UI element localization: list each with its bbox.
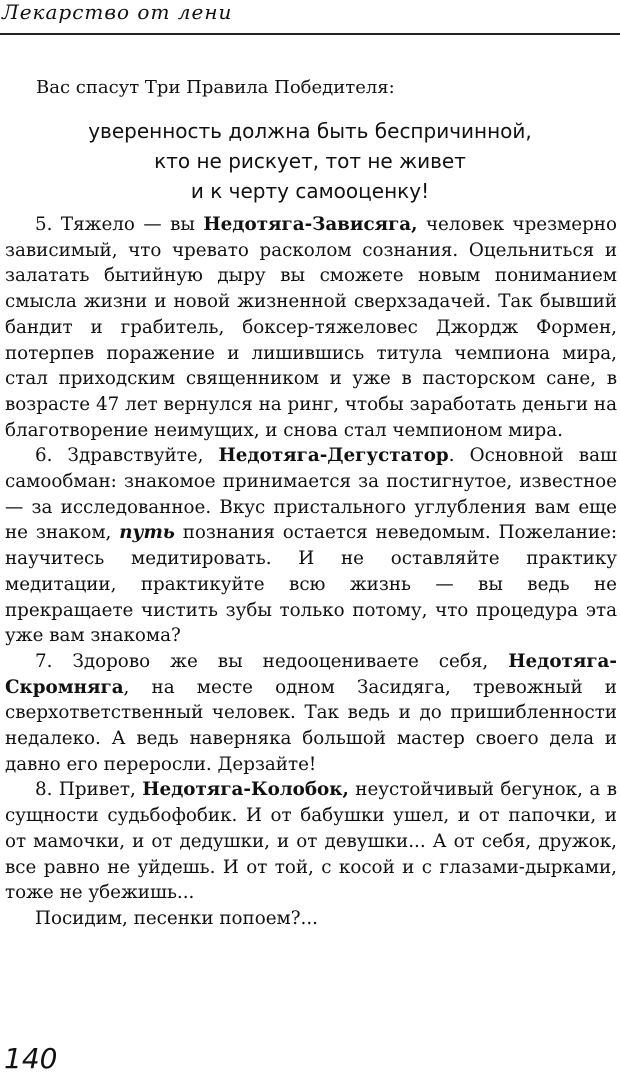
emphasis-word: путь (119, 522, 175, 544)
text-run: человек чрезмерно зависимый, что чревато расколом сознания. Оцельниться и залатать бытийную дыру вы сможете новым пониманием смысла жизни и новой жизненной сверхзадачей. Так бывший бандит и грабитель, боксер-тяжеловес Джордж Формен, потерпев поражение и лишившись титула чемпиона мира, стал приходским священником и уже в пасторском сане, в возрасте 47 лет вернулся на ринг, чтобы заработать деньги на благотворение неимущих, и снова стал чемпионом мира. (5, 214, 617, 441)
text-run: , на месте одном Засидяга, тревожный и сверхответственный человек. Так ведь и до пришибленности недалеко. А ведь наверняка большой мастер своего дела и давно его переросли. Дерзайте! (5, 676, 617, 775)
body-text (5, 212, 617, 932)
text-run: 7. Здорово же вы недооцениваете себя, (35, 650, 509, 672)
type-name: Недотяга-Зависяга, (203, 214, 418, 235)
paragraph-9: Посидим, песенки попоем?... (35, 907, 318, 929)
paragraph-5 (5, 212, 617, 443)
text-run: 8. Привет, (35, 779, 143, 801)
text-run: . Основной ваш самообман: знакомое принимается за постигнутое, известное — за исследованное. Вкус пристального углубления вам еще не знаком, (5, 445, 617, 544)
type-name: Недотяга-Колобок, (142, 779, 349, 801)
rule-line: уверенность должна быть беспричинной, (88, 119, 532, 143)
type-name: Недотяга-Скромняга (5, 650, 617, 698)
page-number: 140 (4, 1042, 58, 1075)
text-run: 5. Тяжело — вы (35, 214, 204, 235)
rule-line: и к черту самооценку! (190, 179, 430, 203)
paragraph-6 (5, 443, 617, 649)
winner-rules (0, 116, 620, 206)
header-rule (0, 33, 620, 35)
paragraph-7 (5, 649, 617, 778)
type-name: Недотяга-Дегустатор (218, 445, 449, 467)
intro-line: Вас спасут Три Правила Победителя: (36, 77, 395, 98)
text-run: познания остается неведомым. Пожелание: научитесь медитировать. И не оставляйте практику медитации, практикуйте всю жизнь — вы ведь не прекращаете чистить зубы только потому, что процедура эта уже вам знакома? (5, 522, 617, 647)
text-run: 6. Здравствуйте, (35, 445, 219, 467)
rule-line: кто не рискует, тот не живет (154, 149, 466, 173)
paragraph-8 (5, 777, 617, 906)
running-head: Лекарство от лени (2, 0, 233, 24)
text-run: неустойчивый бегунок, а в сущности судьбофобик. И от бабушки ушел, и от папочки, и от мамочки, и от дедушки, и от девушки... А от себя, дружок, все равно не уйдешь. И от той, с косой и с глазами-дырками, тоже не убежишь... (5, 779, 617, 904)
